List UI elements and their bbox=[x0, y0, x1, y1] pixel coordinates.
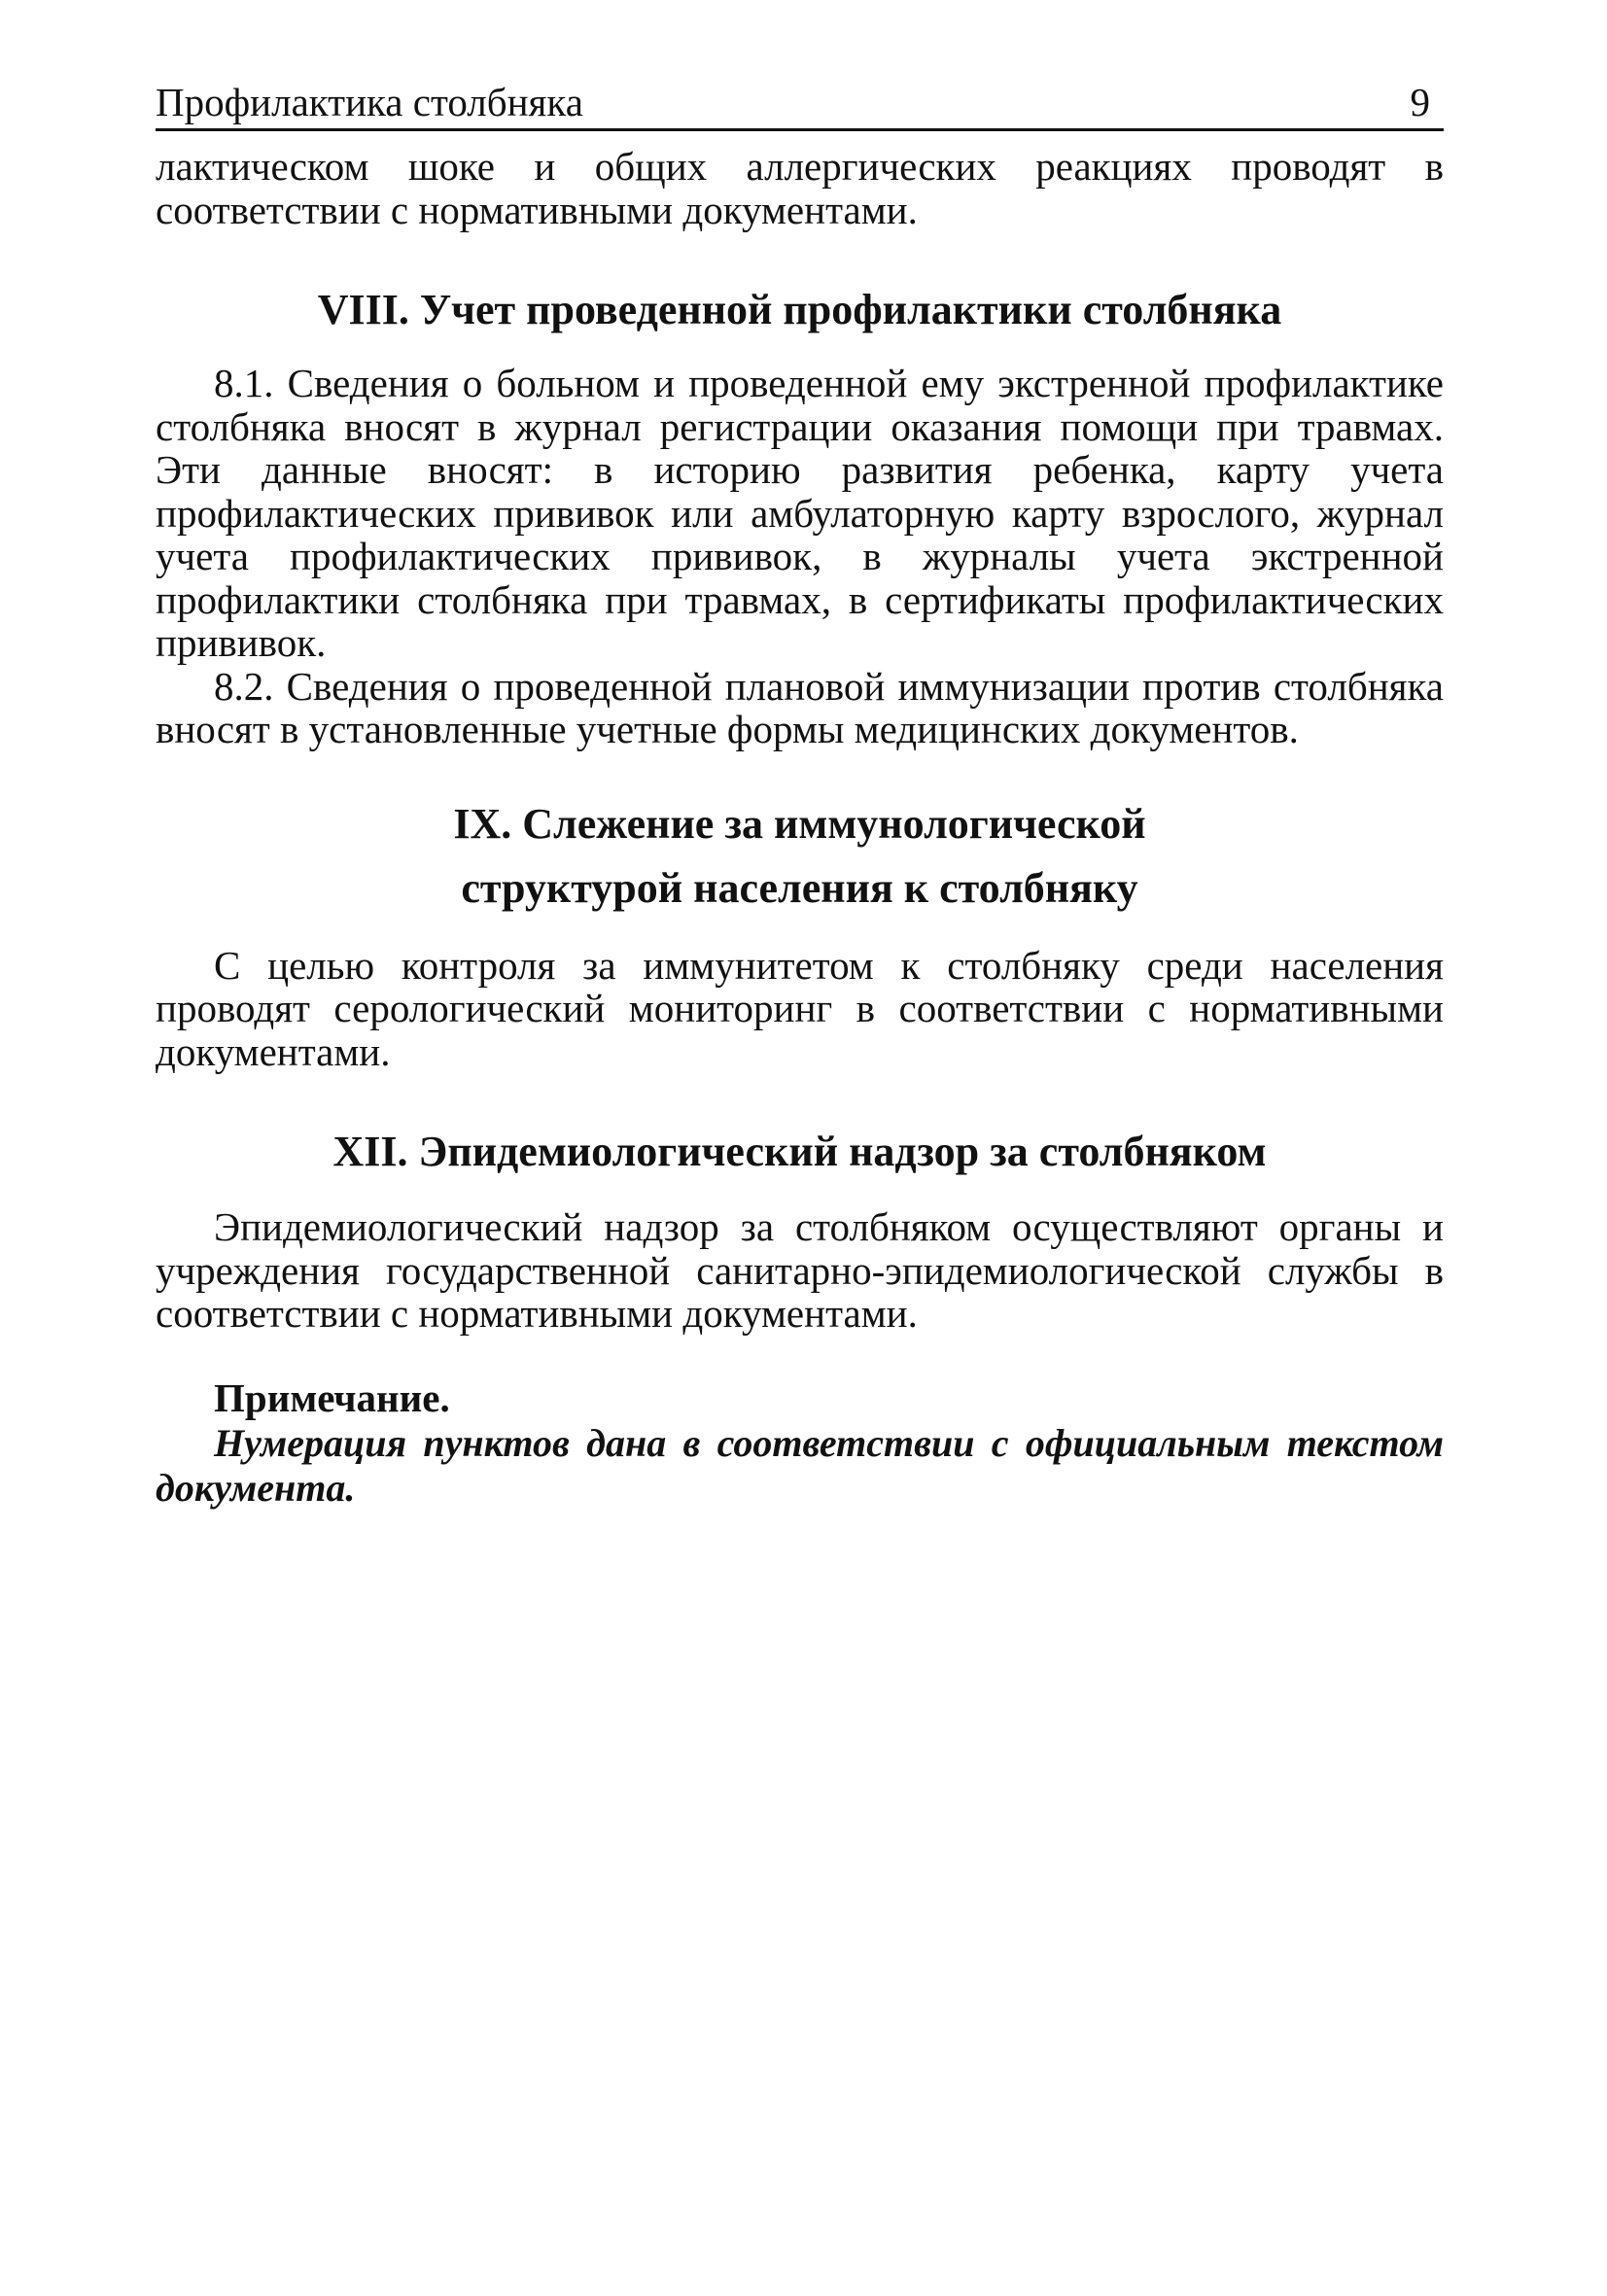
section-heading-viii: VIII. Учет проведенной профилактики столбняка bbox=[317, 286, 1282, 333]
section-heading-xii: XII. Эпидемиологический надзор за столбняком bbox=[332, 1128, 1267, 1175]
paragraph-8-2: 8.2. Сведения о проведенной плановой иммунизации против столбняка вносят в установленные учетные формы медицинских документов. bbox=[156, 663, 1444, 751]
section-heading-ix-line-1: IX. Слежение за иммунологической bbox=[453, 799, 1146, 848]
page-number: 9 bbox=[1410, 80, 1430, 124]
paragraph-ix: С целью контроля за иммунитетом к столбняку среди населения проводят серологический мониторинг в соответствии с нормативными документами. bbox=[156, 942, 1444, 1074]
running-header bbox=[156, 78, 1444, 131]
paragraph-xii: Эпидемиологический надзор за столбняком осуществляют органы и учреждения государственной санитарно-эпидемиологической службы в соответствии с нормативными документами. bbox=[156, 1204, 1444, 1336]
document-page bbox=[156, 78, 1444, 1511]
note-label: Примечание. bbox=[214, 1374, 450, 1420]
section-heading-ix-line-2: структурой населения к столбняку bbox=[461, 863, 1138, 912]
note-text: Нумерация пунктов дана в соответствии с официальным текстом документа. bbox=[156, 1420, 1444, 1510]
running-title: Профилактика столбняка bbox=[156, 80, 583, 124]
paragraph-8-1: 8.1. Сведения о больном и проведенной ему экстренной профилактике столбняка вносят в журнал регистрации оказания помощи при травмах. Эти данные вносят: в историю развития ребенка, карту учета профилактических прививок или амбулаторную карту взрослого, журнал учета профилактических прививок, в журналы учета экстренной профилактики столбняка при травмах, в сертификаты профилактических прививок. bbox=[156, 361, 1444, 665]
lead-paragraph: лактическом шоке и общих аллергических реакциях проводят в соответствии с нормативными документами. bbox=[156, 144, 1444, 232]
section-heading-ix bbox=[156, 792, 1444, 921]
